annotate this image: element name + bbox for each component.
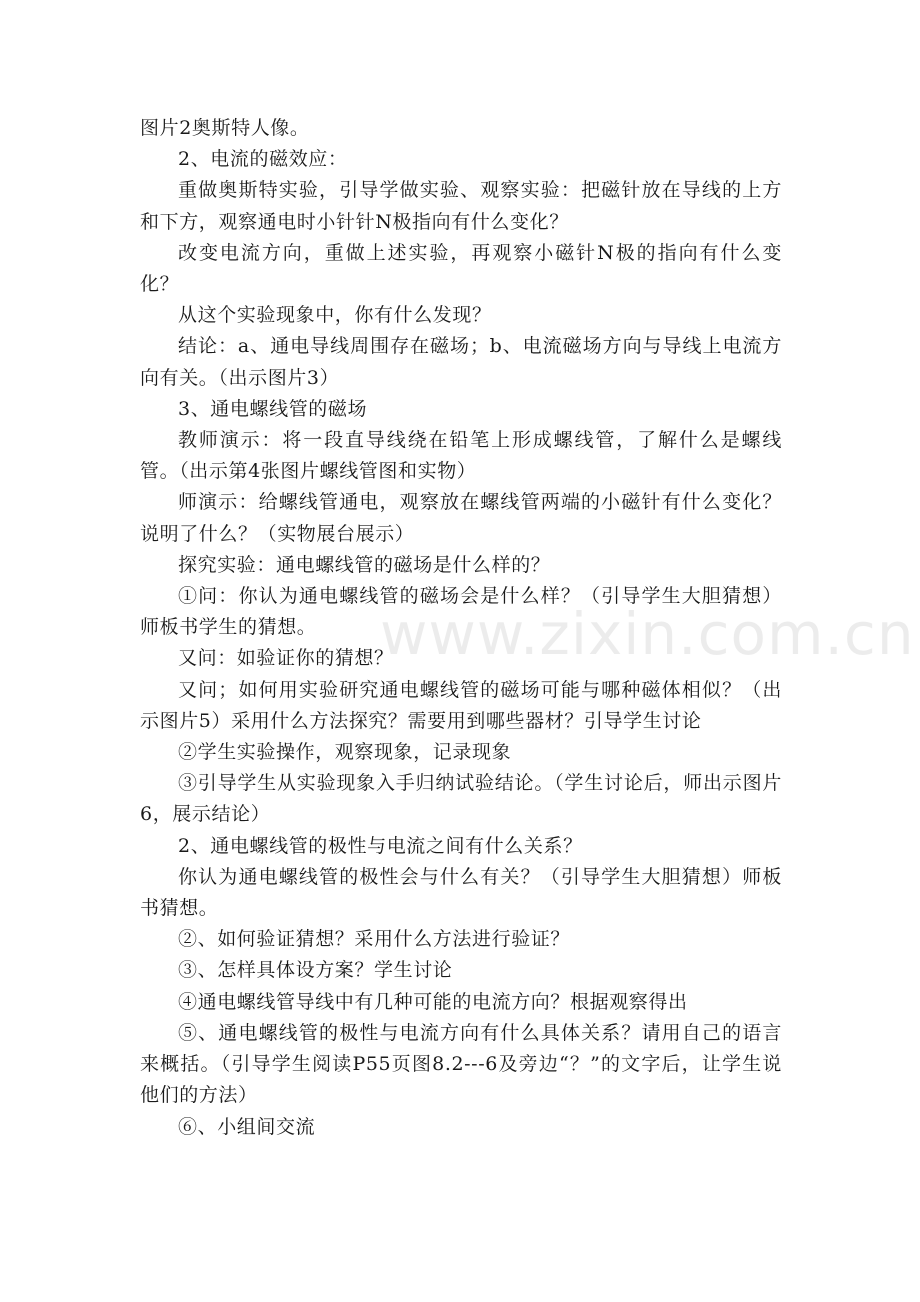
paragraph-question-verify: 又问：如验证你的猜想？ bbox=[178, 647, 394, 670]
paragraph-heading-magnetic-effect: 2、电流的磁效应： bbox=[178, 148, 348, 171]
paragraph-verify-guess: ②、如何验证猜想？采用什么方法进行验证？ bbox=[178, 928, 571, 951]
paragraph-oersted-experiment: 重做奥斯特实验，引导学做实验、观察实验：把磁针放在导线的上方和下方，观察通电时小针针N极指向有什么变化？ bbox=[140, 179, 782, 233]
paragraph-polarity-relation: ⑤、通电螺线管的极性与电流方向有什么具体关系？请用自己的语言来概括。（引导学生阅读P55页图8.2---6及旁边“？”的文字后，让学生说他们的方法） bbox=[140, 1021, 782, 1107]
paragraph-teacher-demo-energize: 师演示：给螺线管通电，观察放在螺线管两端的小磁针有什么变化？说明了什么？（实物展台展示） bbox=[140, 491, 782, 545]
document-body bbox=[140, 113, 782, 1143]
paragraph-discovery-question: 从这个实验现象中，你有什么发现？ bbox=[178, 304, 492, 327]
paragraph-explore-experiment: 探究实验：通电螺线管的磁场是什么样的？ bbox=[178, 553, 551, 576]
paragraph-current-directions: ④通电螺线管导线中有几种可能的电流方向？根据观察得出 bbox=[178, 990, 688, 1013]
paragraph-student-experiment: ②学生实验操作，观察现象，记录现象 bbox=[178, 741, 512, 764]
paragraph-figure2-caption: 图片2奥斯特人像。 bbox=[140, 117, 310, 139]
paragraph-conclusion: 结论：a、通电导线周围存在磁场；b、电流磁场方向与导线上电流方向有关。（出示图片3） bbox=[140, 335, 782, 389]
paragraph-change-current: 改变电流方向，重做上述实验，再观察小磁针N极的指向有什么变化？ bbox=[140, 241, 782, 296]
paragraph-polarity-guess: 你认为通电螺线管的极性会与什么有关？（引导学生大胆猜想）师板书猜想。 bbox=[140, 865, 782, 920]
paragraph-question-1: ①问：你认为通电螺线管的磁场会是什么样？（引导学生大胆猜想）师板书学生的猜想。 bbox=[140, 585, 782, 639]
paragraph-heading-solenoid: 3、通电螺线管的磁场 bbox=[178, 397, 368, 420]
paragraph-group-exchange: ⑥、小组间交流 bbox=[178, 1115, 316, 1138]
watermark: www.zixin.com.cn bbox=[380, 600, 915, 668]
paragraph-question-method: 又问；如何用实验研究通电螺线管的磁场可能与哪种磁体相似？（出示图片5）采用什么方法探究？需要用到哪些器材？引导学生讨论 bbox=[140, 678, 782, 732]
paragraph-teacher-demo-solenoid: 教师演示：将一段直导线绕在铅笔上形成螺线管，了解什么是螺线管。（出示第4张图片螺线管图和实物） bbox=[140, 429, 782, 483]
paragraph-design-plan: ③、怎样具体设方案？学生讨论 bbox=[178, 959, 453, 982]
paragraph-heading-polarity: 2、通电螺线管的极性与电流之间有什么关系？ bbox=[178, 834, 583, 857]
paragraph-summarize-conclusion: ③引导学生从实验现象入手归纳试验结论。（学生讨论后，师出示图片6，展示结论） bbox=[140, 772, 782, 826]
